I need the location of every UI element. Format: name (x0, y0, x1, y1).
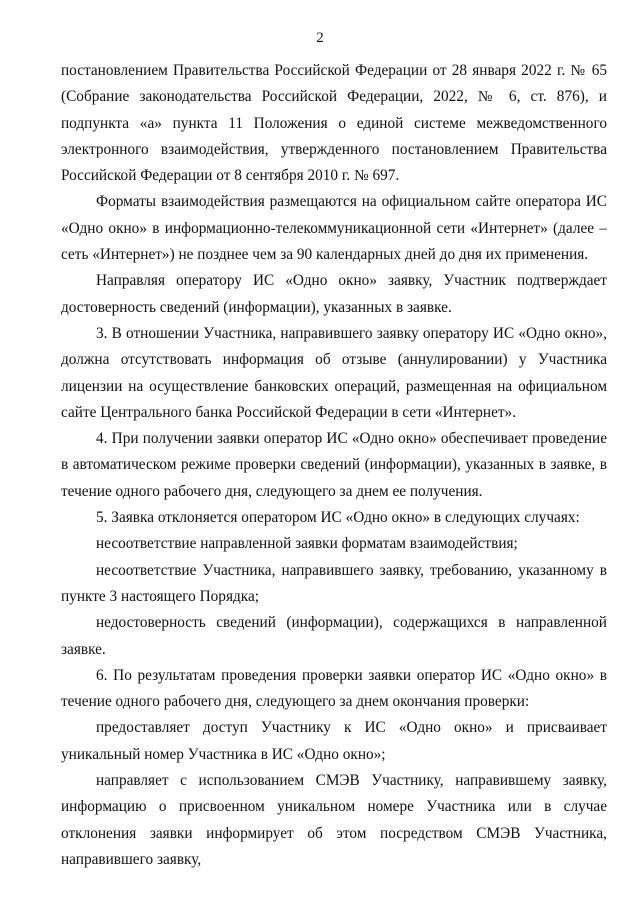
paragraph: 6. По результатам проведения проверки заявки оператор ИС «Одно окно» в течение одного рабочего дня, следующего за днем окончания проверки: (61, 666, 607, 711)
paragraph: предоставляет доступ Участнику к ИС «Одно окно» и присваивает уникальный номер Участника в ИС «Одно окно»; (61, 719, 607, 763)
paragraph: Направляя оператору ИС «Одно окно» заявку, Участник подтверждает достоверность сведений (информации), указанных в заявке. (61, 272, 607, 316)
paragraph: 5. Заявка отклоняется оператором ИС «Одно окно» в следующих случаях: (96, 509, 580, 527)
paragraph: Форматы взаимодействия размещаются на официальном сайте оператора ИС «Одно окно» в информационно-телекоммуникационной сети «Интернет» (далее – сеть «Интернет») не позднее чем за 90 календарных дней до дня их применения. (61, 193, 607, 264)
paragraph: несоответствие направленной заявки форматам взаимодействия; (96, 535, 518, 553)
page-number: 2 (316, 30, 324, 46)
document-body (61, 58, 607, 873)
paragraph: 3. В отношении Участника, направившего заявку оператору ИС «Одно окно», должна отсутствовать информация об отзыве (аннулировании) у Участника лицензии на осуществление банковских операций, размещенная на официальном сайте Центрального банка Российской Федерации в сети «Интернет». (61, 324, 607, 421)
paragraph: направляет с использованием СМЭВ Участнику, направившему заявку, информацию о присвоенном уникальном номере Участника или в случае отклонения заявки информирует об этом посредством СМЭВ Участника, направившего заявку, (61, 772, 607, 868)
paragraph: постановлением Правительства Российской Федерации от 28 января 2022 г. № 65 (Собрание законодательства Российской Федерации, 2022, № 6, ст. 876), и подпункта «а» пункта 11 Положения о единой системе межведомственного электронного взаимодействия, утвержденного постановлением Правительства Российской Федерации от 8 сентября 2010 г. № 697. (61, 62, 607, 185)
paragraph: несоответствие Участника, направившего заявку, требованию, указанному в пункте 3 настоящего Порядка; (61, 561, 607, 605)
paragraph: 4. При получении заявки оператор ИС «Одно окно» обеспечивает проведение в автоматическом режиме проверки сведений (информации), указанных в заявке, в течение одного рабочего дня, следующего за днем ее получения. (61, 430, 607, 500)
paragraph: недостоверность сведений (информации), содержащихся в направленной заявке. (61, 614, 607, 658)
